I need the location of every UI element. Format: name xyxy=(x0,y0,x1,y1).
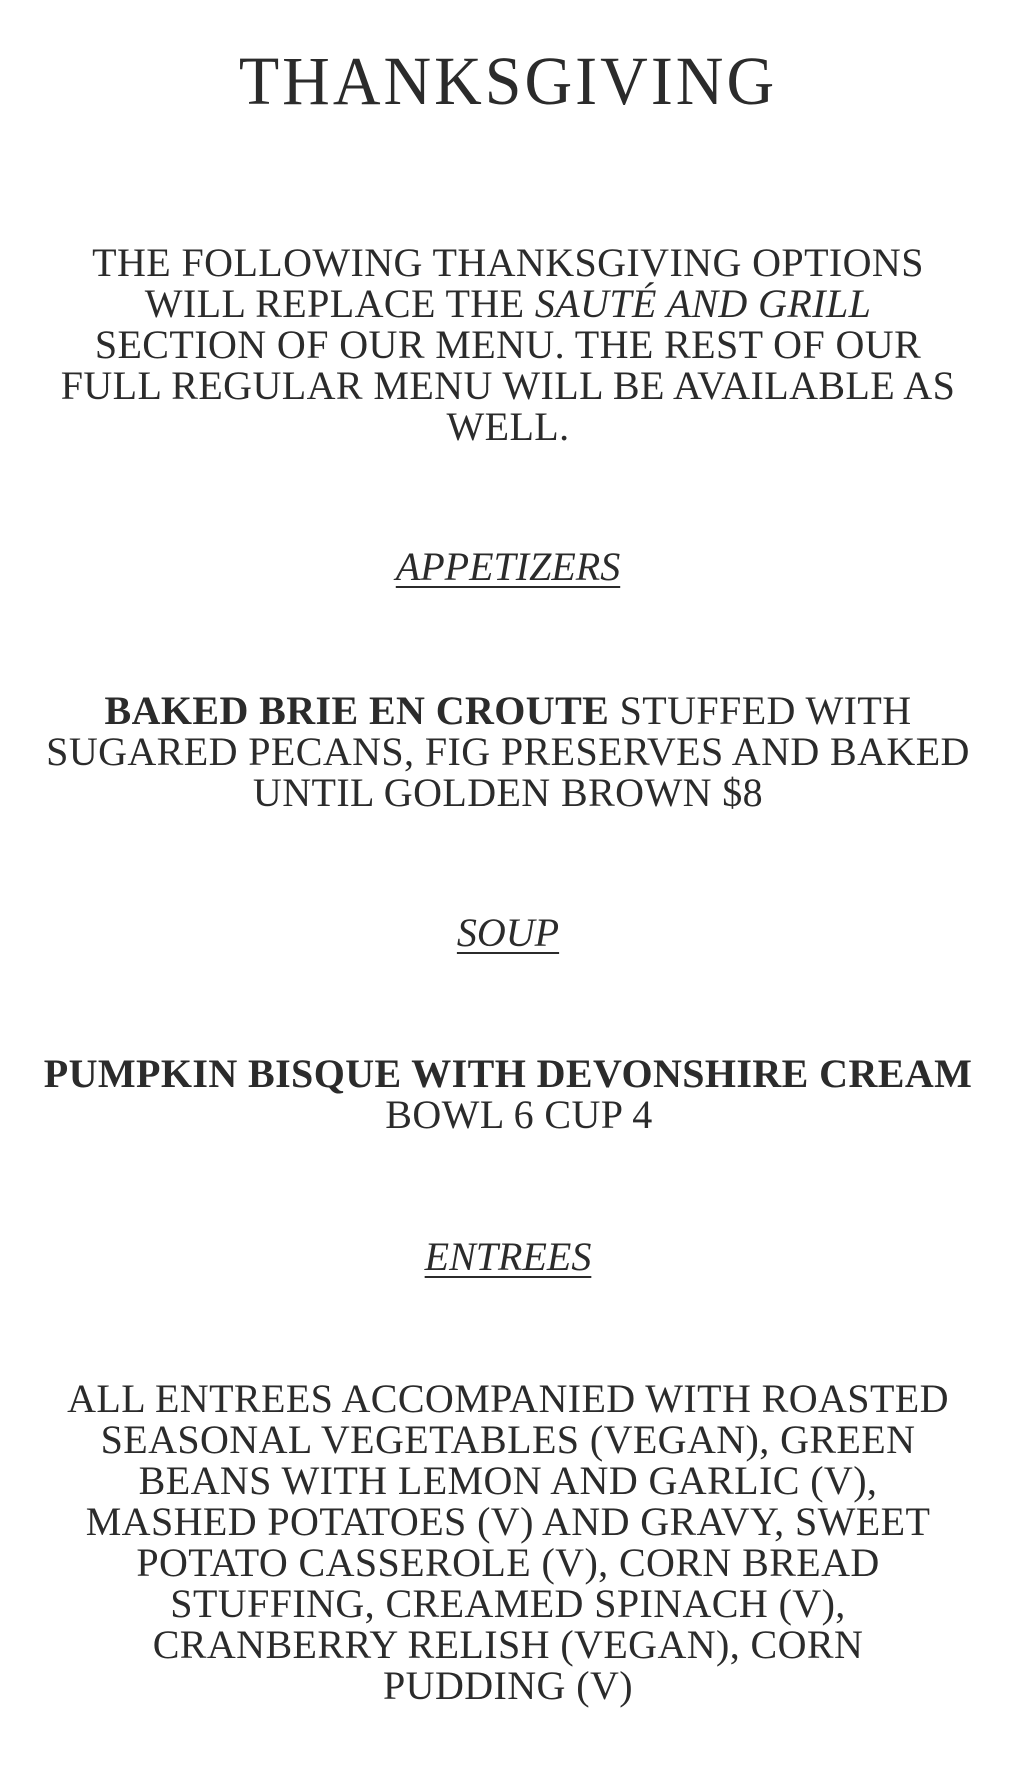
entrees-heading: ENTREES xyxy=(424,1234,592,1279)
soup-item-description: BOWL 6 CUP 4 xyxy=(385,1092,653,1137)
soup-heading: SOUP xyxy=(456,910,560,955)
soup-item-name: PUMPKIN BISQUE WITH DEVONSHIRE CREAM xyxy=(43,1051,973,1096)
intro-text-italic: SAUTÉ AND GRILL xyxy=(534,281,872,326)
appetizer-item-name: BAKED BRIE EN CROUTE xyxy=(104,688,610,733)
appetizer-item-description: STUFFED WITH SUGARED PECANS, FIG PRESERVES AND BAKED UNTIL GOLDEN BROWN $8 xyxy=(46,688,970,815)
appetizers-heading: APPETIZERS xyxy=(395,544,621,589)
appetizer-item xyxy=(40,690,976,813)
intro-paragraph xyxy=(60,242,956,447)
intro-text-part1: THE FOLLOWING THANKSGIVING OPTIONS WILL REPLACE THE xyxy=(92,240,924,326)
entrees-description: ALL ENTREES ACCOMPANIED WITH ROASTED SEASONAL VEGETABLES (VEGAN), GREEN BEANS WITH LEMON AND GARLIC (V), MASHED POTATOES (V) AND GRAVY, SWEET POTATO CASSEROLE (V), CORN BREAD STUFFING, CREAMED SPINACH (V), CRANBERRY RELISH (VEGAN), CORN PUDDING (V) xyxy=(67,1376,949,1708)
page-title: THANKSGIVING xyxy=(238,43,778,120)
soup-item xyxy=(40,1053,976,1135)
intro-text-part2: SECTION OF OUR MENU. THE REST OF OUR FULL REGULAR MENU WILL BE AVAILABLE AS WELL. xyxy=(60,322,956,449)
